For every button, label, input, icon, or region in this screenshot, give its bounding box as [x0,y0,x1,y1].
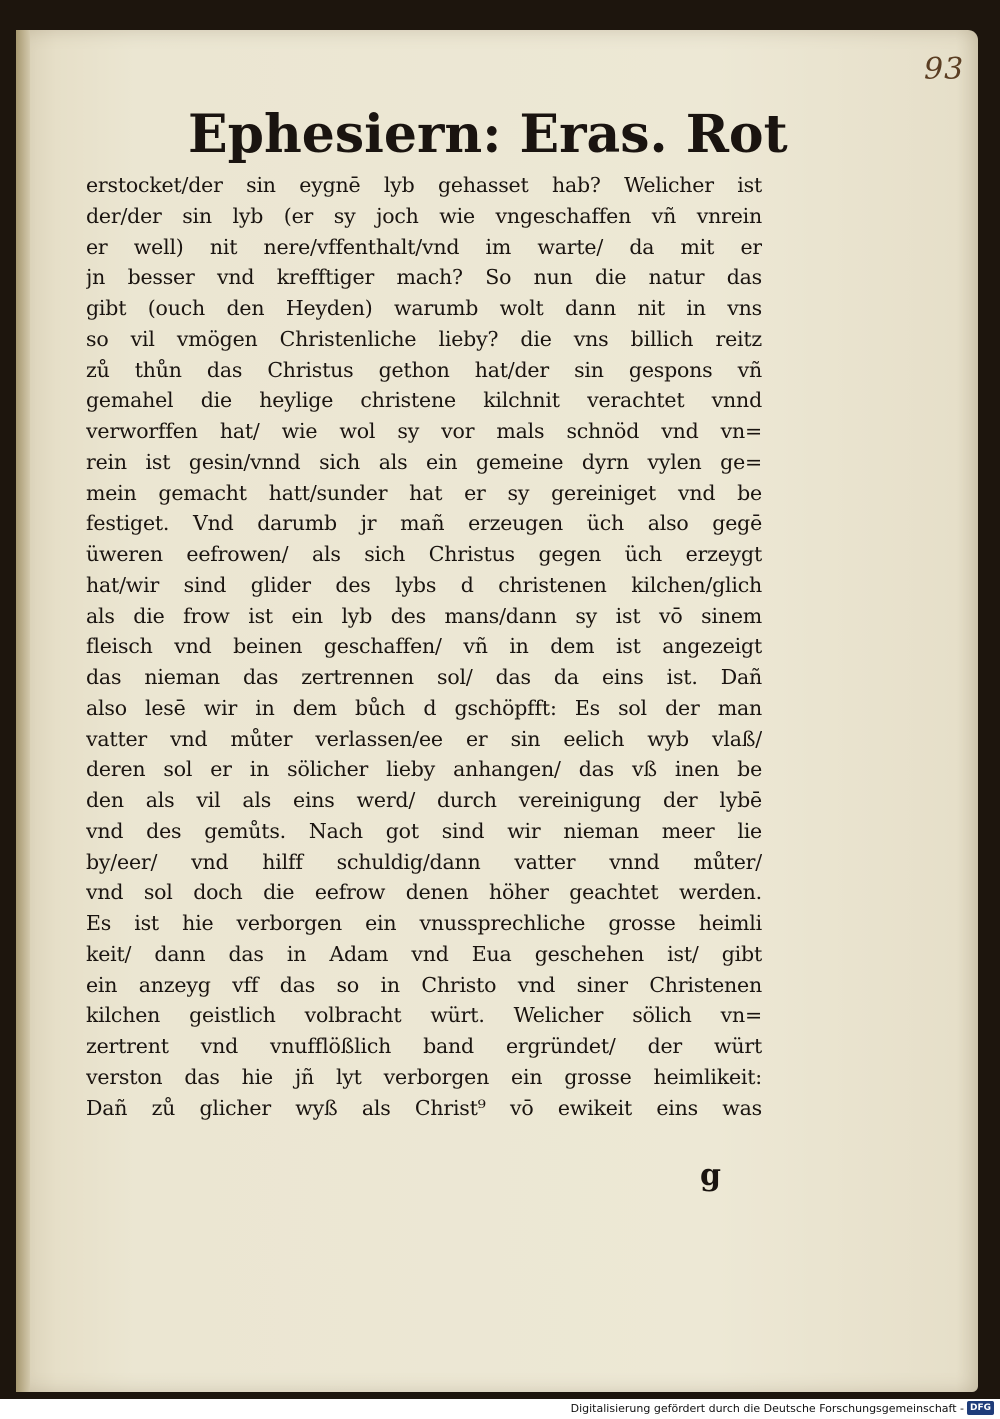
text-line: Dañ zů glicher wyß als Christ⁹ vō ewikeit eins was [86,1095,762,1120]
text-line: fleisch vnd beinen geschaffen/ vñ in dem ist angezeigt [86,634,762,659]
text-line: er well) nit nere/vffenthalt/vnd im warte/ da mit er [86,234,762,259]
text-line: vnd sol doch die eefrow denen höher geachtet werden. [86,880,762,905]
text-line: das nieman das zertrennen sol/ das da eins ist. Dañ [86,665,762,689]
text-line: verston das hie jñ lyt verborgen ein grosse heimlikeit: [86,1064,762,1089]
folio-number: 93 [924,52,965,87]
text-line: verworffen hat/ wie wol sy vor mals schnöd vnd vn= [86,419,762,443]
text-line: ein anzeyg vff das so in Christo vnd siner Christenen [86,972,762,997]
text-line: der/der sin lyb (er sy joch wie vngeschaffen vñ vnrein [86,203,762,228]
page-gutter [16,30,30,1392]
text-line: kilchen geistlich volbracht würt. Welicher sölich vn= [86,1003,762,1028]
body-text [86,170,762,1123]
text-line: zertrent vnd vnufflößlich band ergründet/ der würt [86,1034,762,1058]
text-line: hat/wir sind glider des lybs d christenen kilchen/glich [86,572,762,597]
text-line: so vil vmögen Christenliche lieby? die vns billich reitz [86,326,762,351]
text-line: zů thůn das Christus gethon hat/der sin gespons vñ [86,357,762,382]
text-line: gemahel die heylige christene kilchnit verachtet vnnd [86,388,762,413]
text-line: gibt (ouch den Heyden) warumb wolt dann nit in vns [86,296,762,320]
dfg-logo: DFG [967,1401,994,1415]
footer-bar [0,1399,1000,1419]
signature-mark: g [700,1158,721,1193]
text-line: deren sol er in sölicher lieby anhangen/ das vß inen be [86,757,762,782]
text-line: den als vil als eins werd/ durch vereinigung der lybē [86,788,762,812]
text-line: by/eer/ vnd hilff schuldig/dann vatter vnnd můter/ [86,849,762,874]
text-line: vatter vnd můter verlassen/ee er sin eelich wyb vlaß/ [86,726,762,751]
text-line: rein ist gesin/vnnd sich als ein gemeine dyrn vylen ge= [86,449,762,474]
book-page [16,30,978,1392]
text-line: jn besser vnd krefftiger mach? So nun die natur das [86,265,762,290]
text-line: üweren eefrowen/ als sich Christus gegen üch erzeygt [86,542,762,566]
text-line: keit/ dann das in Adam vnd Eua geschehen ist/ gibt [86,941,762,966]
text-line: also lesē wir in dem bůch d gschöpfft: Es sol der man [86,695,762,720]
text-line: erstocket/der sin eygnē lyb gehasset hab? Welicher ist [86,173,762,197]
text-line: vnd des gemůts. Nach got sind wir nieman meer lie [86,818,762,843]
running-header: Ephesiern: Eras. Rot [188,104,788,165]
text-line: festiget. Vnd darumb jr mañ erzeugen üch also gegē [86,511,762,536]
text-line: Es ist hie verborgen ein vnussprechliche grosse heimli [86,911,762,935]
text-line: als die frow ist ein lyb des mans/dann sy ist vō sinem [86,603,762,628]
text-line: mein gemacht hatt/sunder hat er sy gereiniget vnd be [86,480,762,505]
funding-notice: Digitalisierung gefördert durch die Deutsche Forschungsgemeinschaft - [570,1402,964,1415]
